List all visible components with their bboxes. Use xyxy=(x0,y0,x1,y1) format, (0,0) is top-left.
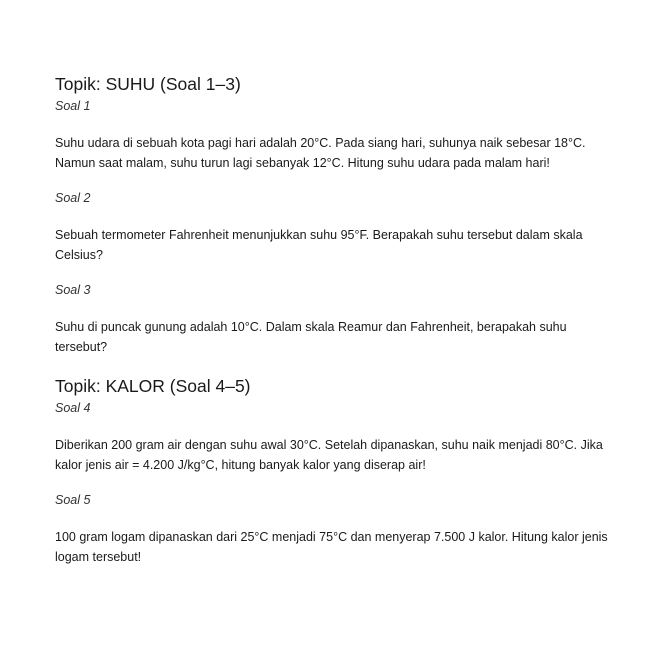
topic-heading-suhu: Topik: SUHU (Soal 1–3) xyxy=(55,74,241,94)
question-label-4: Soal 4 xyxy=(55,401,91,415)
topic-heading-kalor: Topik: KALOR (Soal 4–5) xyxy=(55,376,251,396)
question-text-5: 100 gram logam dipanaskan dari 25°C menjadi 75°C dan menyerap 7.500 J kalor. Hitung kalor jenis logam tersebut! xyxy=(55,530,608,564)
document-body xyxy=(55,73,615,567)
question-text-3: Suhu di puncak gunung adalah 10°C. Dalam skala Reamur dan Fahrenheit, berapakah suhu tersebut? xyxy=(55,320,567,354)
question-text-2: Sebuah termometer Fahrenheit menunjukkan suhu 95°F. Berapakah suhu tersebut dalam skala Celsius? xyxy=(55,228,583,262)
question-label-1: Soal 1 xyxy=(55,99,91,113)
question-label-3: Soal 3 xyxy=(55,283,91,297)
question-text-4: Diberikan 200 gram air dengan suhu awal 30°C. Setelah dipanaskan, suhu naik menjadi 80°C. Jika kalor jenis air = 4.200 J/kg°C, hitung banyak kalor yang diserap air! xyxy=(55,438,603,472)
question-label-5: Soal 5 xyxy=(55,493,91,507)
question-label-2: Soal 2 xyxy=(55,191,91,205)
question-text-1: Suhu udara di sebuah kota pagi hari adalah 20°C. Pada siang hari, suhunya naik sebesar 18°C. Namun saat malam, suhu turun lagi sebanyak 12°C. Hitung suhu udara pada malam hari! xyxy=(55,136,586,170)
